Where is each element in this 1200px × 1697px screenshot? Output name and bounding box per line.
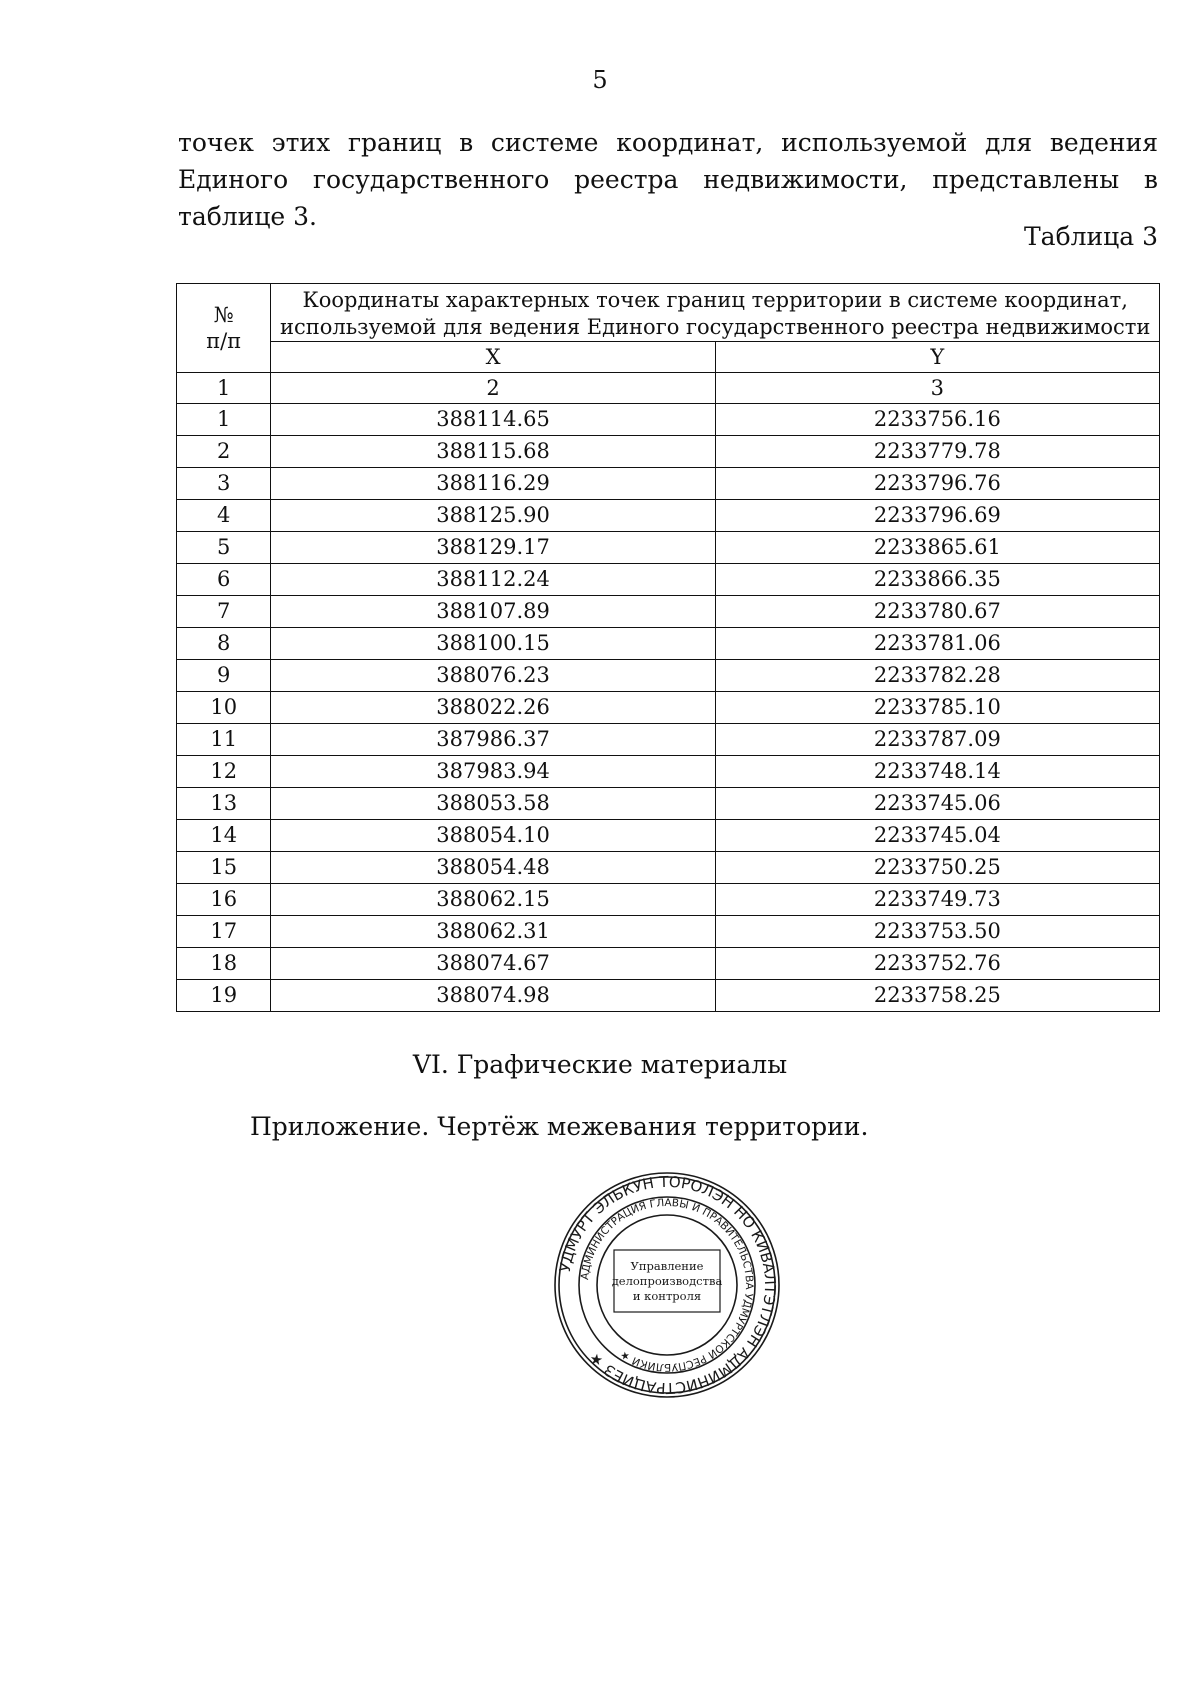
x-coordinate-cell: 388074.67 (271, 948, 715, 980)
point-number-cell: 14 (177, 820, 271, 852)
x-coordinate-cell: 388054.48 (271, 852, 715, 884)
point-number-cell: 10 (177, 692, 271, 724)
x-coordinate-cell: 388112.24 (271, 564, 715, 596)
x-coordinate-cell: 388053.58 (271, 788, 715, 820)
table-row (177, 820, 1160, 852)
table-row (177, 500, 1160, 532)
table-caption: Таблица 3 (1023, 222, 1158, 251)
table-row (177, 980, 1160, 1012)
point-number-cell: 16 (177, 884, 271, 916)
column-index: 1 (177, 373, 271, 404)
point-number-cell: 12 (177, 756, 271, 788)
y-coordinate-cell: 2233752.76 (715, 948, 1159, 980)
point-number-cell: 19 (177, 980, 271, 1012)
column-index: 3 (715, 373, 1159, 404)
x-coordinate-cell: 388100.15 (271, 628, 715, 660)
x-coordinate-cell: 387983.94 (271, 756, 715, 788)
x-coordinate-cell: 388114.65 (271, 404, 715, 436)
table-row (177, 660, 1160, 692)
point-number-cell: 18 (177, 948, 271, 980)
y-coordinate-cell: 2233749.73 (715, 884, 1159, 916)
y-coordinate-cell: 2233750.25 (715, 852, 1159, 884)
y-coordinate-cell: 2233866.35 (715, 564, 1159, 596)
y-coordinate-cell: 2233787.09 (715, 724, 1159, 756)
point-number-cell: 1 (177, 404, 271, 436)
table-row (177, 724, 1160, 756)
x-coordinate-cell: 388074.98 (271, 980, 715, 1012)
page-number: 5 (592, 66, 608, 94)
table-row (177, 532, 1160, 564)
stamp-center-line: Управление (630, 1259, 704, 1273)
point-number-cell: 3 (177, 468, 271, 500)
appendix-text: Приложение. Чертёж межевания территории. (250, 1112, 869, 1141)
y-coordinate-cell: 2233745.04 (715, 820, 1159, 852)
y-coordinate-cell: 2233796.69 (715, 500, 1159, 532)
intro-paragraph: точек этих границ в системе координат, используемой для ведения Единого государственного реестра недвижимости, представлены в таблице 3. (178, 128, 1158, 231)
point-number-cell: 6 (177, 564, 271, 596)
x-coordinate-cell: 388022.26 (271, 692, 715, 724)
table-row (177, 948, 1160, 980)
header-x: X (271, 342, 715, 373)
table-row (177, 692, 1160, 724)
point-number-cell: 8 (177, 628, 271, 660)
table-row (177, 468, 1160, 500)
y-coordinate-cell: 2233780.67 (715, 596, 1159, 628)
y-coordinate-cell: 2233756.16 (715, 404, 1159, 436)
x-coordinate-cell: 388076.23 (271, 660, 715, 692)
y-coordinate-cell: 2233779.78 (715, 436, 1159, 468)
stamp-center-line: и контроля (632, 1289, 702, 1303)
official-stamp (552, 1170, 782, 1400)
header-y: Y (715, 342, 1159, 373)
point-number-cell: 17 (177, 916, 271, 948)
stamp-inner-text: АДМИНИСТРАЦИЯ ГЛАВЫ И ПРАВИТЕЛЬСТВА УДМУРТСКОЙ РЕСПУБЛИКИ ★ (579, 1196, 756, 1374)
y-coordinate-cell: 2233745.06 (715, 788, 1159, 820)
header-coordinates: Координаты характерных точек границ территории в системе координат, используемой для ведения Единого государственного реестра недвижимости (271, 284, 1160, 342)
table-row (177, 564, 1160, 596)
table-row (177, 596, 1160, 628)
table-row (177, 756, 1160, 788)
x-coordinate-cell: 388062.31 (271, 916, 715, 948)
table-row (177, 916, 1160, 948)
y-coordinate-cell: 2233748.14 (715, 756, 1159, 788)
section-title: VI. Графические материалы (412, 1050, 788, 1079)
y-coordinate-cell: 2233753.50 (715, 916, 1159, 948)
point-number-cell: 11 (177, 724, 271, 756)
stamp-outer-text: УДМУРТ ЭЛЬКУН ТОРОЛЭН НО КИВАЛТЭТЛЭН АДМИНИСТРАЦИЕЗ ★ (555, 1172, 780, 1398)
table-row (177, 628, 1160, 660)
table-row (177, 852, 1160, 884)
point-number-cell: 7 (177, 596, 271, 628)
point-number-cell: 2 (177, 436, 271, 468)
x-coordinate-cell: 388116.29 (271, 468, 715, 500)
x-coordinate-cell: 387986.37 (271, 724, 715, 756)
stamp-center-line: делопроизводства (611, 1274, 723, 1288)
x-coordinate-cell: 388129.17 (271, 532, 715, 564)
y-coordinate-cell: 2233782.28 (715, 660, 1159, 692)
header-number: № п/п (177, 284, 271, 373)
x-coordinate-cell: 388107.89 (271, 596, 715, 628)
table-row (177, 788, 1160, 820)
y-coordinate-cell: 2233865.61 (715, 532, 1159, 564)
point-number-cell: 13 (177, 788, 271, 820)
y-coordinate-cell: 2233796.76 (715, 468, 1159, 500)
x-coordinate-cell: 388054.10 (271, 820, 715, 852)
table-row (177, 404, 1160, 436)
x-coordinate-cell: 388062.15 (271, 884, 715, 916)
y-coordinate-cell: 2233758.25 (715, 980, 1159, 1012)
y-coordinate-cell: 2233785.10 (715, 692, 1159, 724)
x-coordinate-cell: 388125.90 (271, 500, 715, 532)
stamp-seal-icon (552, 1170, 782, 1400)
column-index: 2 (271, 373, 715, 404)
x-coordinate-cell: 388115.68 (271, 436, 715, 468)
table-row (177, 436, 1160, 468)
point-number-cell: 15 (177, 852, 271, 884)
point-number-cell: 9 (177, 660, 271, 692)
column-index-row (177, 373, 1160, 404)
y-coordinate-cell: 2233781.06 (715, 628, 1159, 660)
point-number-cell: 4 (177, 500, 271, 532)
table-row (177, 884, 1160, 916)
coordinates-table (176, 283, 1160, 1012)
point-number-cell: 5 (177, 532, 271, 564)
